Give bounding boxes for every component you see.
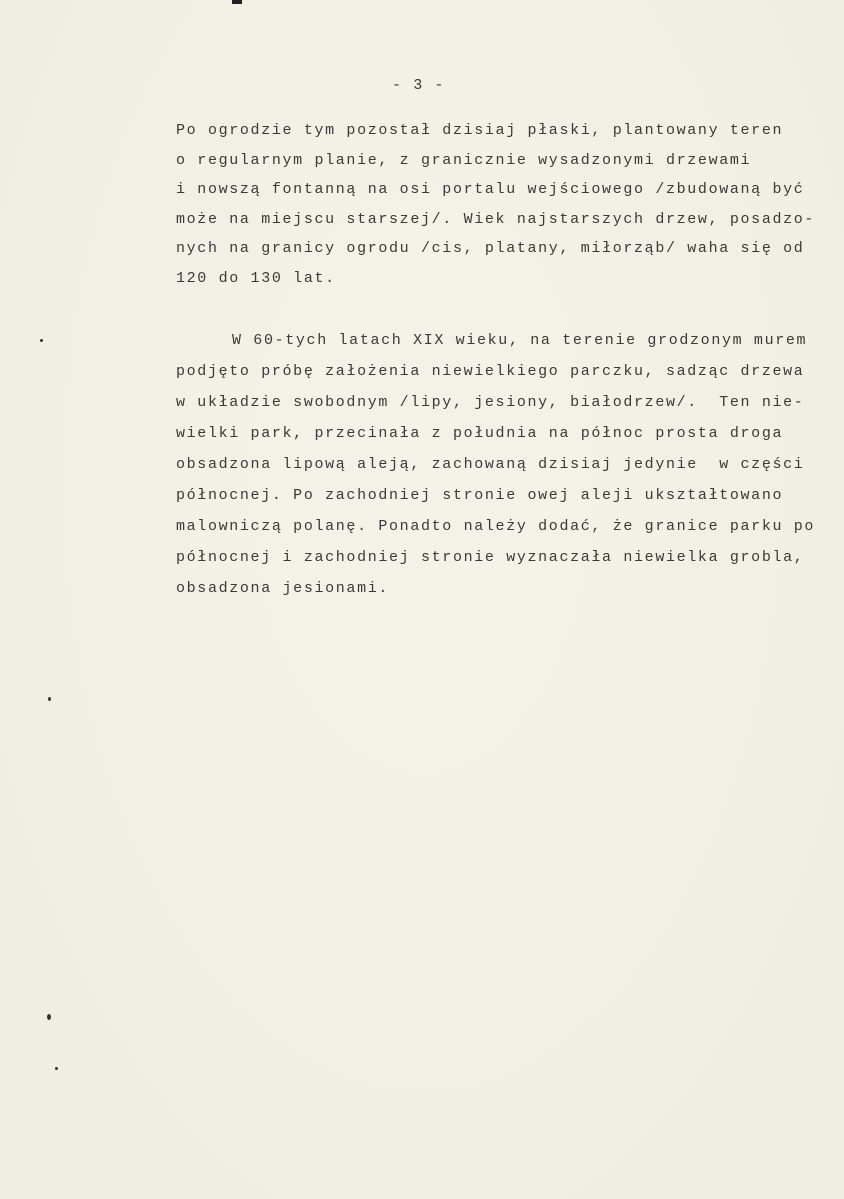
text-line: obsadzona jesionami.	[176, 580, 390, 597]
text-line: podjęto próbę założenia niewielkiego parczku, sadząc drzewa	[176, 363, 805, 380]
text-line: 120 do 130 lat.	[176, 270, 336, 287]
page-number: - 3 -	[392, 77, 446, 94]
punch-mark	[48, 697, 51, 701]
text-line: może na miejscu starszej/. Wiek najstarszych drzew, posadzo-	[176, 211, 816, 228]
text-line: malowniczą polanę. Ponadto należy dodać, że granice parku po	[176, 518, 816, 535]
text-line: północnej. Po zachodniej stronie owej aleji ukształtowano	[176, 487, 784, 504]
punch-mark	[55, 1067, 58, 1070]
scan-edge-mark	[232, 0, 242, 4]
text-line: i nowszą fontanną na osi portalu wejściowego /zbudowaną być	[176, 181, 805, 198]
punch-mark	[40, 339, 43, 342]
text-line: nych na granicy ogrodu /cis, platany, miłorząb/ waha się od	[176, 240, 805, 257]
text-line: Po ogrodzie tym pozostał dzisiaj płaski, plantowany teren	[176, 122, 784, 139]
text-line: o regularnym planie, z granicznie wysadzonymi drzewami	[176, 152, 752, 169]
text-line: północnej i zachodniej stronie wyznaczała niewielka grobla,	[176, 549, 805, 566]
text-line: wielki park, przecinała z południa na północ prosta droga	[176, 425, 784, 442]
text-line: W 60-tych latach XIX wieku, na terenie grodzonym murem	[232, 332, 808, 349]
text-line: w układzie swobodnym /lipy, jesiony, białodrzew/. Ten nie-	[176, 394, 805, 411]
punch-mark	[47, 1014, 51, 1020]
text-line: obsadzona lipową aleją, zachowaną dzisiaj jedynie w części	[176, 456, 805, 473]
